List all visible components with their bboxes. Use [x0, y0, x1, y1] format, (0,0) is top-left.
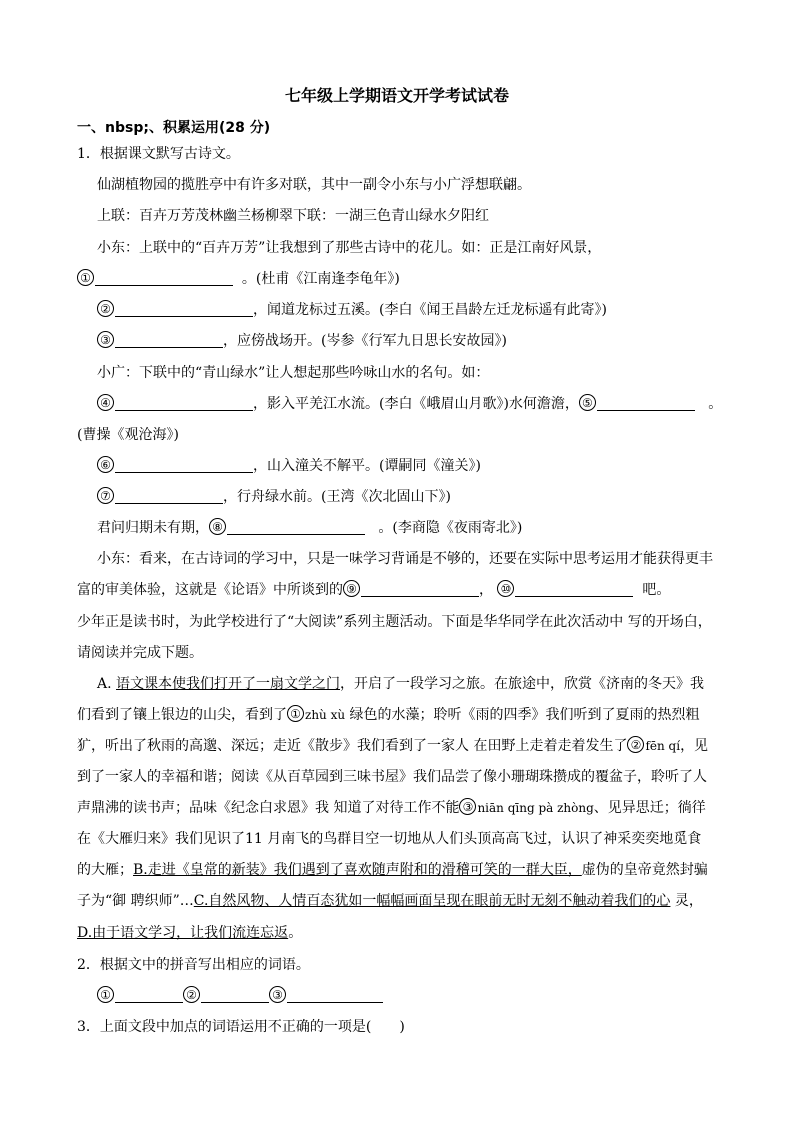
answer-blank-2[interactable] — [115, 302, 253, 317]
option-d-underlined: D.由于语文学习，让我们流连忘返 — [77, 925, 289, 941]
passage-line-5-head: 声鼎沸的读书声；品味《纪念白求恩》我 知道了对待工作不能 — [77, 800, 460, 816]
item-3-text: ，应傍战场开。(岑参《行军九日思长安故园》) — [223, 333, 507, 349]
item-8-lead: 君问归期未有期， — [97, 520, 209, 536]
passage-line-9-tail: 。 — [288, 925, 303, 941]
answer-blank-6[interactable] — [115, 458, 253, 473]
passage-line-8-head: 子为“御 聘织师”… — [77, 893, 194, 909]
q3-text: 3．上面文段中加点的词语运用不正确的一项是( — [77, 1019, 372, 1035]
q2-circle-2: ② — [183, 986, 200, 1003]
passage-line-2-rest: 绿色的水藻；聆听《雨的四季》我们听到了夏雨的热烈粗 — [345, 707, 700, 723]
passage-line-9 — [77, 923, 302, 943]
passage-line-4: 到了一家人的幸福和谐；阅读《从百草园到三味书屋》我们品尝了像小珊瑚珠攒成的覆盆子，聆听了人 — [77, 769, 707, 785]
passage-line-8 — [77, 891, 703, 911]
q2-blank-2[interactable] — [201, 988, 269, 1003]
circle-number-2-pinyin: ② — [627, 736, 644, 753]
q1-xiaodong-line: 小东：上联中的“百卉万芳”让我想到了那些古诗中的花儿。如：正是江南好风景， — [97, 240, 602, 256]
question-3-stem — [77, 1017, 405, 1037]
circle-number-3: ③ — [97, 331, 114, 348]
option-a-label: A. — [97, 676, 112, 692]
q2-blank-1[interactable] — [115, 988, 183, 1003]
circle-number-4: ④ — [97, 394, 114, 411]
question-1-stem: 1．根据课文默写古诗文。 — [77, 146, 240, 162]
passage-line-3-tail: ，见 — [680, 738, 709, 754]
item-2-text: ，闻道龙标过五溪。(李白《闻王昌龄左迁龙标遥有此寄》) — [253, 302, 607, 318]
q2-circle-3: ③ — [269, 986, 286, 1003]
q2-blank-3[interactable] — [287, 988, 383, 1003]
q1-xiaodong-summary: 小东：看来，在古诗词的学习中，只是一味学习背诵是不够的，还要在实际中思考运用才能获得更丰 — [97, 551, 713, 567]
q1-item-9-10 — [77, 580, 670, 600]
passage-line-7-tail: 虚伪的皇帝竟然封骗 — [581, 862, 708, 878]
answer-blank-10[interactable] — [515, 582, 633, 597]
q1-couplet: 上联：百卉万芳茂林幽兰杨柳翠下联：一湖三色青山绿水夕阳红 — [97, 208, 489, 224]
q1-item-2 — [97, 300, 607, 320]
item-8-text: 。(李商隐《夜雨寄北》) — [378, 520, 523, 536]
item-9-sep: ， — [479, 582, 493, 598]
q3-close-paren: ) — [399, 1019, 405, 1035]
passage-line-2 — [77, 705, 700, 725]
answer-blank-7[interactable] — [115, 489, 223, 504]
reading-intro-line-1: 少年正是读书时，为此学校进行了“大阅读”系列主题活动。下面是华华同学在此次活动中 写的开场白， — [77, 614, 712, 630]
passage-line-5-tail: 、见异思迁；徜徉 — [593, 800, 706, 816]
option-a-underlined: 语文课本使我们打开了一扇文学之门 — [116, 676, 341, 692]
q2-answers — [97, 986, 383, 1006]
circle-number-9: ⑨ — [343, 580, 360, 597]
circle-number-2: ② — [97, 300, 114, 317]
circle-number-7: ⑦ — [97, 487, 114, 504]
q1-item-7 — [97, 487, 451, 507]
passage-line-7 — [77, 860, 708, 880]
item-5-text: 。 — [708, 396, 723, 412]
circle-number-8: ⑧ — [209, 518, 226, 535]
passage-line-5 — [77, 798, 706, 818]
answer-blank-4[interactable] — [115, 396, 253, 411]
q1-item-4 — [97, 394, 722, 414]
answer-blank-3[interactable] — [115, 333, 223, 348]
passage-line-6: 在《大雁归来》我们见识了11 月南飞的鸟群目空一切地从人们头顶高高飞过，认识了神采奕奕地觅食 — [77, 831, 702, 847]
q1-item-5-source: (曹操《观沧海》) — [77, 427, 179, 443]
circle-number-3-pinyin: ③ — [459, 798, 476, 815]
circle-number-1: ① — [77, 269, 94, 286]
q1-xiaoguang-line: 小广：下联中的“青山绿水”让人想起那些吟咏山水的名句。如： — [97, 365, 490, 381]
q2-circle-1: ① — [97, 986, 114, 1003]
answer-blank-9[interactable] — [361, 582, 479, 597]
passage-line-1-rest: ，开启了一段学习之旅。在旅途中，欣赏《济南的冬天》我 — [340, 676, 705, 692]
q1-item-6 — [97, 456, 481, 476]
pinyin-1: zhù xù — [305, 708, 346, 722]
q1-item-8 — [97, 518, 522, 538]
circle-number-5: ⑤ — [579, 394, 596, 411]
q1-item-3 — [97, 331, 507, 351]
answer-blank-5[interactable] — [597, 396, 695, 411]
q1-item-1 — [77, 269, 400, 289]
passage-line-8-tail: 灵， — [670, 893, 703, 909]
answer-blank-8[interactable] — [227, 520, 365, 535]
circle-number-1-pinyin: ① — [287, 705, 304, 722]
item-6-text: ，山入潼关不解平。(谭嗣同《潼关》) — [253, 458, 481, 474]
circle-number-10: ⑩ — [497, 580, 514, 597]
question-2-stem: 2．根据文中的拼音写出相应的词语。 — [77, 957, 310, 973]
passage-line-3 — [77, 736, 708, 756]
item-4-text: ，影入平羌江水流。(李白《峨眉山月歌》)水何澹澹， — [253, 396, 579, 412]
passage-line-3-head: 犷，听出了秋雨的高邈、深远；走近《散步》我们看到了一家人 在田野上走着走着发生了 — [77, 738, 628, 754]
option-c-underlined: C.自然风物、人情百态犹如一幅幅画面呈现在眼前无时无刻不触动着我们的心 — [193, 893, 671, 909]
q1-intro: 仙湖植物园的揽胜亭中有许多对联，其中一副令小东与小广浮想联翩。 — [97, 177, 531, 193]
circle-number-6: ⑥ — [97, 456, 114, 473]
item-1-text: 。(杜甫《江南逢李龟年》) — [241, 271, 400, 287]
pinyin-2: fēn qí — [645, 739, 681, 753]
reading-intro-line-2: 请阅读并完成下题。 — [77, 645, 203, 661]
page-title: 七年级上学期语文开学考试试卷 — [284, 86, 509, 105]
pinyin-3: niān qīng pà zhòng — [477, 801, 594, 815]
passage-line-2-head: 们看到了镶上银边的山尖，看到了 — [77, 707, 287, 723]
item-7-text: ，行舟绿水前。(王湾《次北固山下》) — [223, 489, 451, 505]
section-heading: 一、nbsp;、积累运用(28 分) — [77, 120, 271, 136]
passage-line-7-head: 的大雁； — [77, 862, 133, 878]
item-10-tail: 吧。 — [642, 582, 671, 598]
item-9-lead: 富的审美体验，这就是《论语》中所谈到的 — [77, 582, 343, 598]
option-b-underlined: B.走进《皇常的新装》我们遇到了喜欢随声附和的滑稽可笑的一群大臣， — [133, 862, 582, 878]
answer-blank-1[interactable] — [95, 271, 233, 286]
passage-line-1 — [97, 674, 704, 694]
